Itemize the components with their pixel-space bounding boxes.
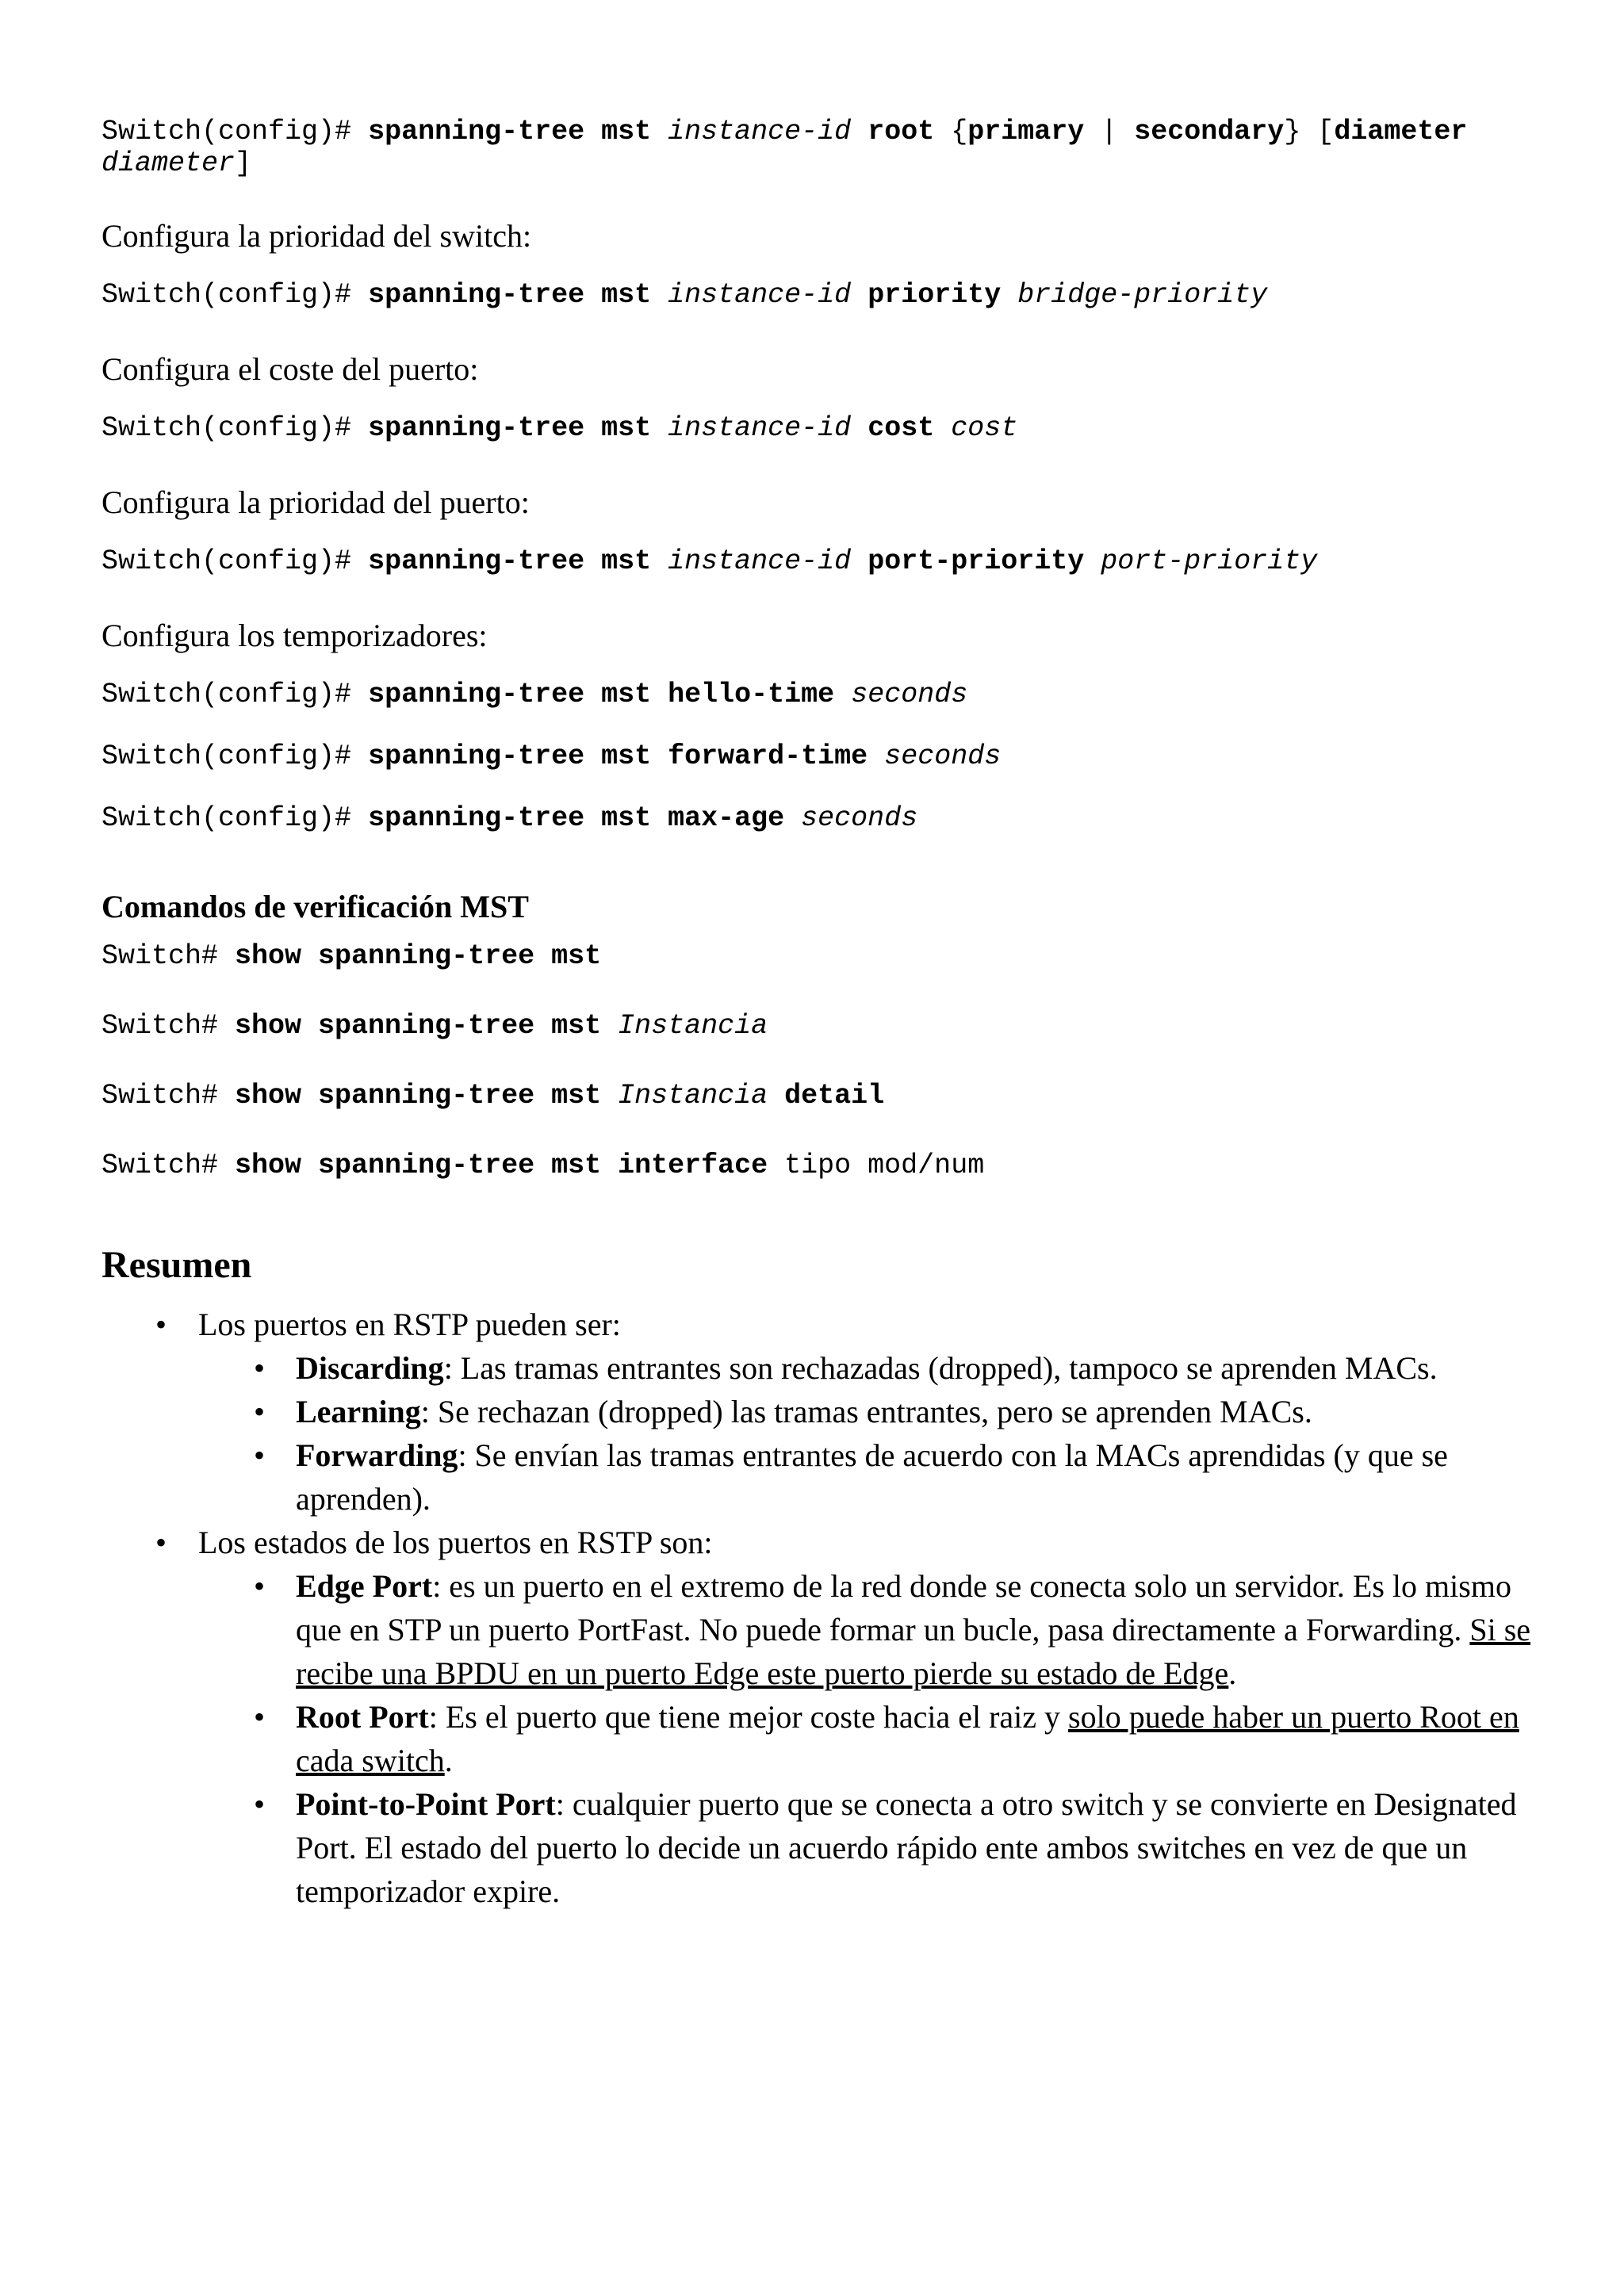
cmd-argument: seconds (851, 679, 968, 710)
term: Forwarding (296, 1437, 458, 1473)
term: Discarding (296, 1350, 444, 1386)
cmd-argument: port-priority (1101, 545, 1318, 577)
cmd-show-mst-interface (102, 1150, 984, 1181)
definition: : es un puerto en el extremo de la red donde se conecta solo un servidor. Es lo mismo que en STP un puerto PortFast. No puede formar un bucle, pasa directamente a Forwarding. (296, 1568, 1511, 1647)
cmd-prompt: Switch# (102, 1080, 236, 1112)
cmd-symbol: } [ (1284, 116, 1335, 147)
cmd-argument: tipo mod/num (784, 1150, 985, 1181)
cmd-prompt: Switch# (102, 940, 236, 972)
cmd-keyword: show spanning-tree mst (235, 940, 602, 972)
bullet-icon: • (254, 1350, 266, 1386)
cost-label: Configura el coste del puerto: (102, 351, 479, 387)
cmd-keyword: spanning-tree mst forward-time (368, 740, 868, 772)
summary-heading: Resumen (102, 1244, 252, 1286)
cmd-prompt: Switch# (102, 1150, 236, 1181)
term: Edge Port (296, 1568, 433, 1604)
cmd-keyword: priority (868, 279, 1002, 311)
list-item (296, 1564, 1533, 1695)
cmd-argument: instance-id (668, 545, 852, 577)
cmd-argument: seconds (884, 740, 1002, 772)
cmd-prompt: Switch(config)# (102, 279, 369, 311)
cmd-root-line2 (102, 147, 251, 179)
cmd-prompt: Switch(config)# (102, 802, 369, 834)
underlined-note: Si se recibe una BPDU en un puerto Edge este puerto pierde su estado de Edge (296, 1612, 1531, 1691)
cmd-root-line1 (102, 116, 1467, 147)
cmd-keyword: port-priority (868, 545, 1085, 577)
cmd-symbol: | (1084, 116, 1135, 147)
cmd-hello-time (102, 679, 967, 710)
cmd-argument: bridge-priority (1017, 279, 1268, 311)
definition: : Se rechazan (dropped) las tramas entrantes, pero se aprenden MACs. (420, 1394, 1312, 1429)
cmd-keyword: diameter (1334, 116, 1468, 147)
term: Root Port (296, 1699, 429, 1735)
cmd-keyword: root (868, 116, 935, 147)
cmd-forward-time (102, 740, 1001, 772)
summary-bullet-1: Los puertos en RSTP pueden ser: (198, 1307, 621, 1342)
punctuation: . (1228, 1655, 1237, 1691)
cmd-argument: diameter (102, 147, 236, 179)
cmd-keyword: detail (784, 1080, 885, 1112)
cmd-port-priority (102, 545, 1317, 577)
cmd-prompt: Switch(config)# (102, 116, 369, 147)
definition: : cualquier puerto que se conecta a otro switch y se convierte en Designated Port. El estado del puerto lo decide un acuerdo rápido ente ambos switches en vez de que un temporizador expire. (296, 1786, 1517, 1909)
bullet-icon: • (254, 1394, 266, 1429)
cmd-keyword: spanning-tree mst (368, 116, 652, 147)
list-item (296, 1346, 1533, 1390)
cmd-argument: instance-id (668, 279, 852, 311)
bullet-icon: • (155, 1307, 167, 1342)
cmd-show-mst (102, 940, 601, 972)
list-item (296, 1390, 1533, 1433)
summary-bullet-2: Los estados de los puertos en RSTP son: (198, 1525, 713, 1560)
cmd-keyword: secondary (1134, 116, 1285, 147)
definition: : Se envían las tramas entrantes de acuerdo con la MACs aprendidas (y que se aprenden). (296, 1437, 1448, 1517)
cmd-keyword: spanning-tree mst (368, 412, 652, 444)
bullet-icon: • (254, 1437, 266, 1473)
cmd-keyword: show spanning-tree mst (235, 1080, 602, 1112)
cmd-show-mst-detail (102, 1080, 884, 1112)
definition: : Es el puerto que tiene mejor coste hacia el raiz y (428, 1699, 1069, 1735)
cmd-keyword: spanning-tree mst (368, 279, 652, 311)
cmd-keyword: spanning-tree mst hello-time (368, 679, 835, 710)
cmd-prompt: Switch# (102, 1010, 236, 1042)
punctuation: . (444, 1743, 453, 1778)
cmd-argument: instance-id (668, 412, 852, 444)
cmd-prompt: Switch(config)# (102, 740, 369, 772)
verification-heading: Comandos de verificación MST (102, 889, 529, 924)
bullet-icon: • (254, 1786, 266, 1822)
term: Learning (296, 1394, 421, 1429)
cmd-symbol: { (934, 116, 968, 147)
timers-label: Configura los temporizadores: (102, 618, 488, 653)
cmd-cost (102, 412, 1017, 444)
cmd-keyword: show spanning-tree mst (235, 1010, 602, 1042)
cmd-argument: Instancia (618, 1080, 768, 1112)
cmd-argument: instance-id (668, 116, 852, 147)
bullet-icon: • (254, 1699, 266, 1735)
cmd-prompt: Switch(config)# (102, 545, 369, 577)
cmd-max-age (102, 802, 917, 834)
cmd-keyword: show spanning-tree mst interface (235, 1150, 768, 1181)
cmd-argument: Instancia (618, 1010, 768, 1042)
underlined-note: solo puede haber un puerto Root en cada switch (296, 1699, 1519, 1778)
cmd-keyword: primary (967, 116, 1085, 147)
priority-label: Configura la prioridad del switch: (102, 218, 532, 254)
cmd-argument: seconds (801, 802, 918, 834)
definition: : Las tramas entrantes son rechazadas (dropped), tampoco se aprenden MACs. (443, 1350, 1438, 1386)
cmd-prompt: Switch(config)# (102, 679, 369, 710)
cmd-symbol: ] (235, 147, 252, 179)
cmd-show-mst-instance (102, 1010, 768, 1042)
port-priority-label: Configura la prioridad del puerto: (102, 484, 530, 520)
cmd-keyword: spanning-tree mst max-age (368, 802, 785, 834)
list-item (296, 1695, 1533, 1782)
cmd-keyword: cost (868, 412, 935, 444)
list-item (296, 1433, 1533, 1521)
bullet-icon: • (155, 1525, 167, 1560)
cmd-prompt: Switch(config)# (102, 412, 369, 444)
cmd-priority (102, 279, 1267, 311)
list-item (296, 1782, 1533, 1913)
cmd-keyword: spanning-tree mst (368, 545, 652, 577)
term: Point-to-Point Port (296, 1786, 556, 1822)
bullet-icon: • (254, 1568, 266, 1604)
cmd-argument: cost (951, 412, 1018, 444)
